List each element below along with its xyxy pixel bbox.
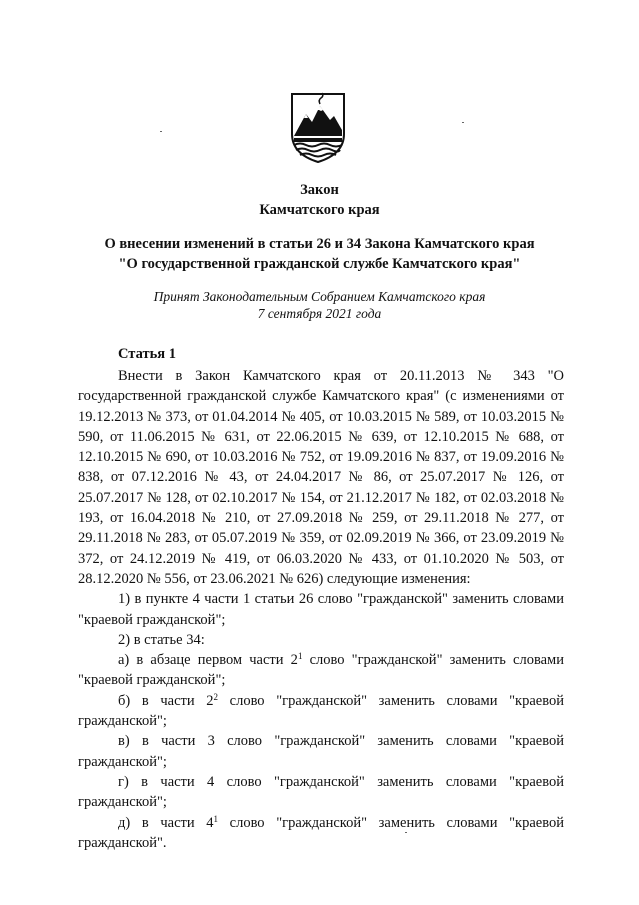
article-intro: Внести в Закон Камчатского края от 20.11.2013 № 343 "О государственной гражданской службе Камчатского края" (с изменениями от 19.12.2013 № 373, от 01.04.2014 № 405, от 10.03.2015 № 589, от 10.03.2015 № 590, от 11.06.2015 № 631, от 22.06.2015 № 639, от 12.10.2015 № 688, от 12.10.2015 № 690, от 10.03.2016 № 752, от 19.09.2016 № 837, от 19.09.2016 № 838, от 07.12.2016 № 43, от 24.04.2017 № 86, от 25.07.2017 № 126, от 25.07.2017 № 128, от 02.10.2017 № 154, от 21.12.2017 № 182, от 02.03.2018 № 193, от 16.04.2018 № 210, от 27.09.2018 № 259, от 29.11.2018 № 277, от 29.11.2018 № 283, от 05.07.2019 № 359, от 02.09.2019 № 366, от 23.09.2019 № 372, от 24.12.2019 № 419, от 06.03.2020 № 433, от 01.10.2020 № 503, от 28.12.2020 № 556, от 23.06.2021 № 626) следующие изменения: [78, 368, 564, 587]
article-heading: Статья 1 [118, 346, 176, 362]
subject-line-2: "О государственной гражданской службе Камчатского края" [118, 256, 521, 272]
adoption-date: 7 сентября 2021 года [257, 306, 382, 321]
kamchatka-coat-of-arms-icon [288, 90, 348, 164]
item-2d: г) в части 4 слово "гражданской" заменить словами "краевой гражданской"; [78, 773, 564, 811]
item-2a: а) в абзаце первом части $2^1$ слово "гражданской" заменить словами "краевой гражданской"; [78, 651, 564, 689]
region-label: Камчатского края [259, 202, 380, 218]
law-label: Закон [300, 182, 339, 198]
law-subject [0, 234, 639, 274]
item-2b: б) в части $2^2$ слово "гражданской" заменить словами "краевой гражданской"; [78, 691, 564, 730]
adopted-by: Принят Законодательным Собранием Камчатского края [153, 289, 486, 304]
item-2e: д) в части $4^1$ слово "гражданской" заменить словами "краевой гражданской". [78, 813, 564, 851]
item-2c: в) в части 3 слово "гражданской" заменить словами "краевой гражданской"; [78, 733, 564, 770]
law-title [0, 180, 639, 220]
item-1: 1) в пункте 4 части 1 статьи 26 слово "гражданской" заменить словами "краевой гражданской"; [78, 591, 564, 628]
item-2: 2) в статье 34: [118, 631, 205, 648]
article-body [78, 366, 564, 853]
adoption-note [0, 288, 639, 322]
subject-line-1: О внесении изменений в статьи 26 и 34 Закона Камчатского края [104, 236, 535, 252]
